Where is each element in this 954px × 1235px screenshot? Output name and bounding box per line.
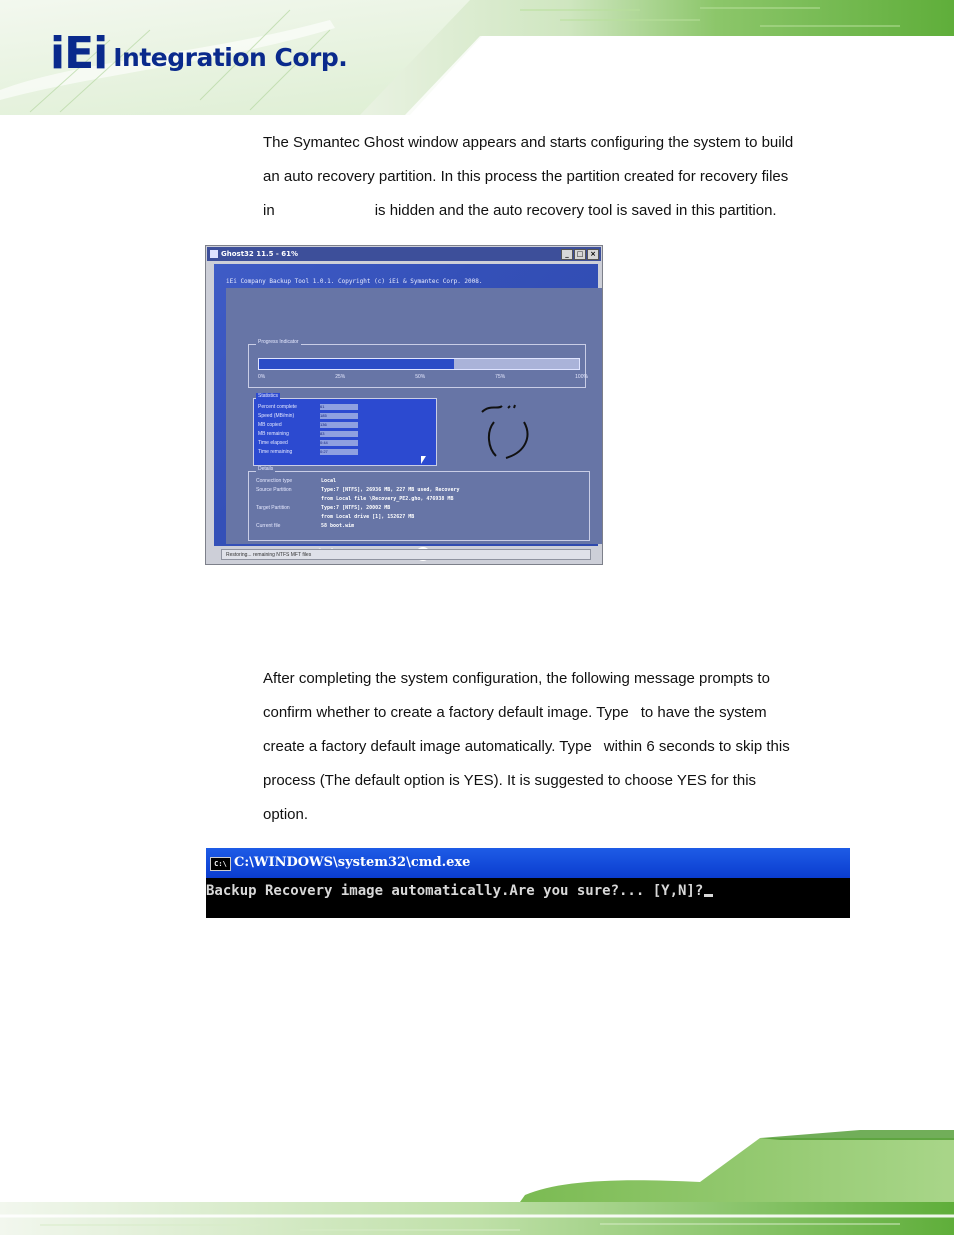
footer-graphic (0, 1130, 954, 1235)
intro-line-2: an auto recovery partition. In this process the partition created for recovery files (263, 168, 789, 185)
cmd-title-bar (206, 848, 850, 878)
window-buttons (561, 249, 599, 260)
stat-value: 0:27 (320, 449, 358, 455)
cmd-prompt: Backup Recovery image automatically.Are you sure?... [Y,N]? (206, 883, 704, 899)
stat-label: MB copied (258, 422, 282, 428)
ghost-mascot-icon (476, 400, 556, 470)
intro-paragraph (263, 126, 833, 228)
progress-label: Progress Indicator (258, 339, 299, 345)
after-line-2-end: to have the system (640, 704, 767, 721)
stat-value: 0:44 (320, 440, 358, 446)
after-line-3 (263, 730, 833, 764)
text-cursor (704, 894, 713, 897)
progress-ticks (258, 374, 588, 380)
stat-value: 61 (320, 404, 358, 410)
detail-key: Source Partition (256, 487, 292, 493)
ghost-status-bar: Restoring... remaining NTFS MFT files (221, 549, 591, 560)
after-paragraph (263, 662, 833, 832)
ghost-title: Ghost32 11.5 - 61% (221, 250, 299, 258)
minimize-icon[interactable]: _ (561, 249, 573, 260)
tick-label: 0% (258, 374, 266, 380)
tick-label: 50% (415, 374, 426, 380)
ghost-title-bar (207, 247, 601, 261)
after-line-5: option. (263, 806, 309, 823)
company-logo (50, 26, 348, 79)
after-line-3-start: create a factory default image automatically. Type (263, 738, 592, 755)
cmd-title: C:\WINDOWS\system32\cmd.exe (234, 855, 471, 870)
detail-key: Current file (256, 523, 281, 529)
after-line-1: After completing the system configuration, the following message prompts to (263, 670, 770, 687)
detail-key: Connection type (256, 478, 293, 484)
progress-fill (259, 359, 454, 369)
detail-value: from Local drive [1], 152627 MB (321, 514, 415, 520)
stat-value: 185 (320, 413, 358, 419)
intro-line-3-end: is hidden and the auto recovery tool is saved in this partition. (374, 202, 777, 219)
ghost-body (214, 264, 598, 546)
stat-label: Speed (MB/min) (258, 413, 295, 419)
tick-label: 25% (335, 374, 346, 380)
intro-line-1: The Symantec Ghost window appears and starts configuring the system to build (263, 134, 794, 151)
close-icon[interactable]: × (587, 249, 599, 260)
after-line-2 (263, 696, 833, 730)
after-line-4: process (The default option is YES). It is suggested to choose YES for this (263, 772, 757, 789)
intro-line-3-start: in (263, 202, 275, 219)
footer-banner (0, 1130, 954, 1235)
cmd-window-screenshot (206, 848, 850, 918)
cmd-icon: C:\ (210, 857, 231, 871)
ghost-app-icon (210, 250, 218, 258)
mouse-cursor-icon (421, 456, 426, 464)
ghost-panel (226, 288, 603, 544)
stat-value: 136 (320, 422, 358, 428)
details-frame (248, 471, 590, 541)
intro-line-3 (263, 194, 833, 228)
tick-label: 100% (575, 374, 588, 380)
detail-value: 58 boot.wim (321, 523, 355, 529)
tick-label: 75% (495, 374, 506, 380)
stat-value: 83 (320, 431, 358, 437)
ghost-header-text: iEi Company Backup Tool 1.0.1. Copyright (c) iEi & Symantec Corp. 2008. (226, 278, 483, 285)
after-line-2-start: confirm whether to create a factory default image. Type (263, 704, 629, 721)
header-banner (0, 0, 954, 115)
detail-key: Target Partition (256, 505, 290, 511)
detail-value: from Local file \Recovery_PE2.gho, 476938 MB (321, 496, 454, 502)
stat-label: Time elapsed (258, 440, 288, 446)
maximize-icon[interactable]: □ (574, 249, 586, 260)
detail-value: Type:7 [NTFS], 26936 MB, 227 MB used, Recovery (321, 487, 460, 493)
stat-label: MB remaining (258, 431, 289, 437)
logo-text: Integration Corp. (113, 43, 348, 72)
progress-bar (258, 358, 580, 370)
after-line-3-end: within 6 seconds to skip this (603, 738, 790, 755)
cmd-prompt-line (206, 882, 713, 900)
statistics-label: Statistics (258, 393, 279, 399)
details-label: Details (258, 466, 274, 472)
detail-value: Type:7 [NTFS], 20002 MB (321, 505, 391, 511)
ghost-window-screenshot (205, 245, 603, 565)
stat-label: Time remaining (258, 449, 293, 455)
statistics-panel (253, 398, 437, 466)
stat-label: Percent complete (258, 404, 297, 410)
detail-value: Local (321, 478, 337, 484)
logo-iei: iEi (50, 28, 108, 79)
